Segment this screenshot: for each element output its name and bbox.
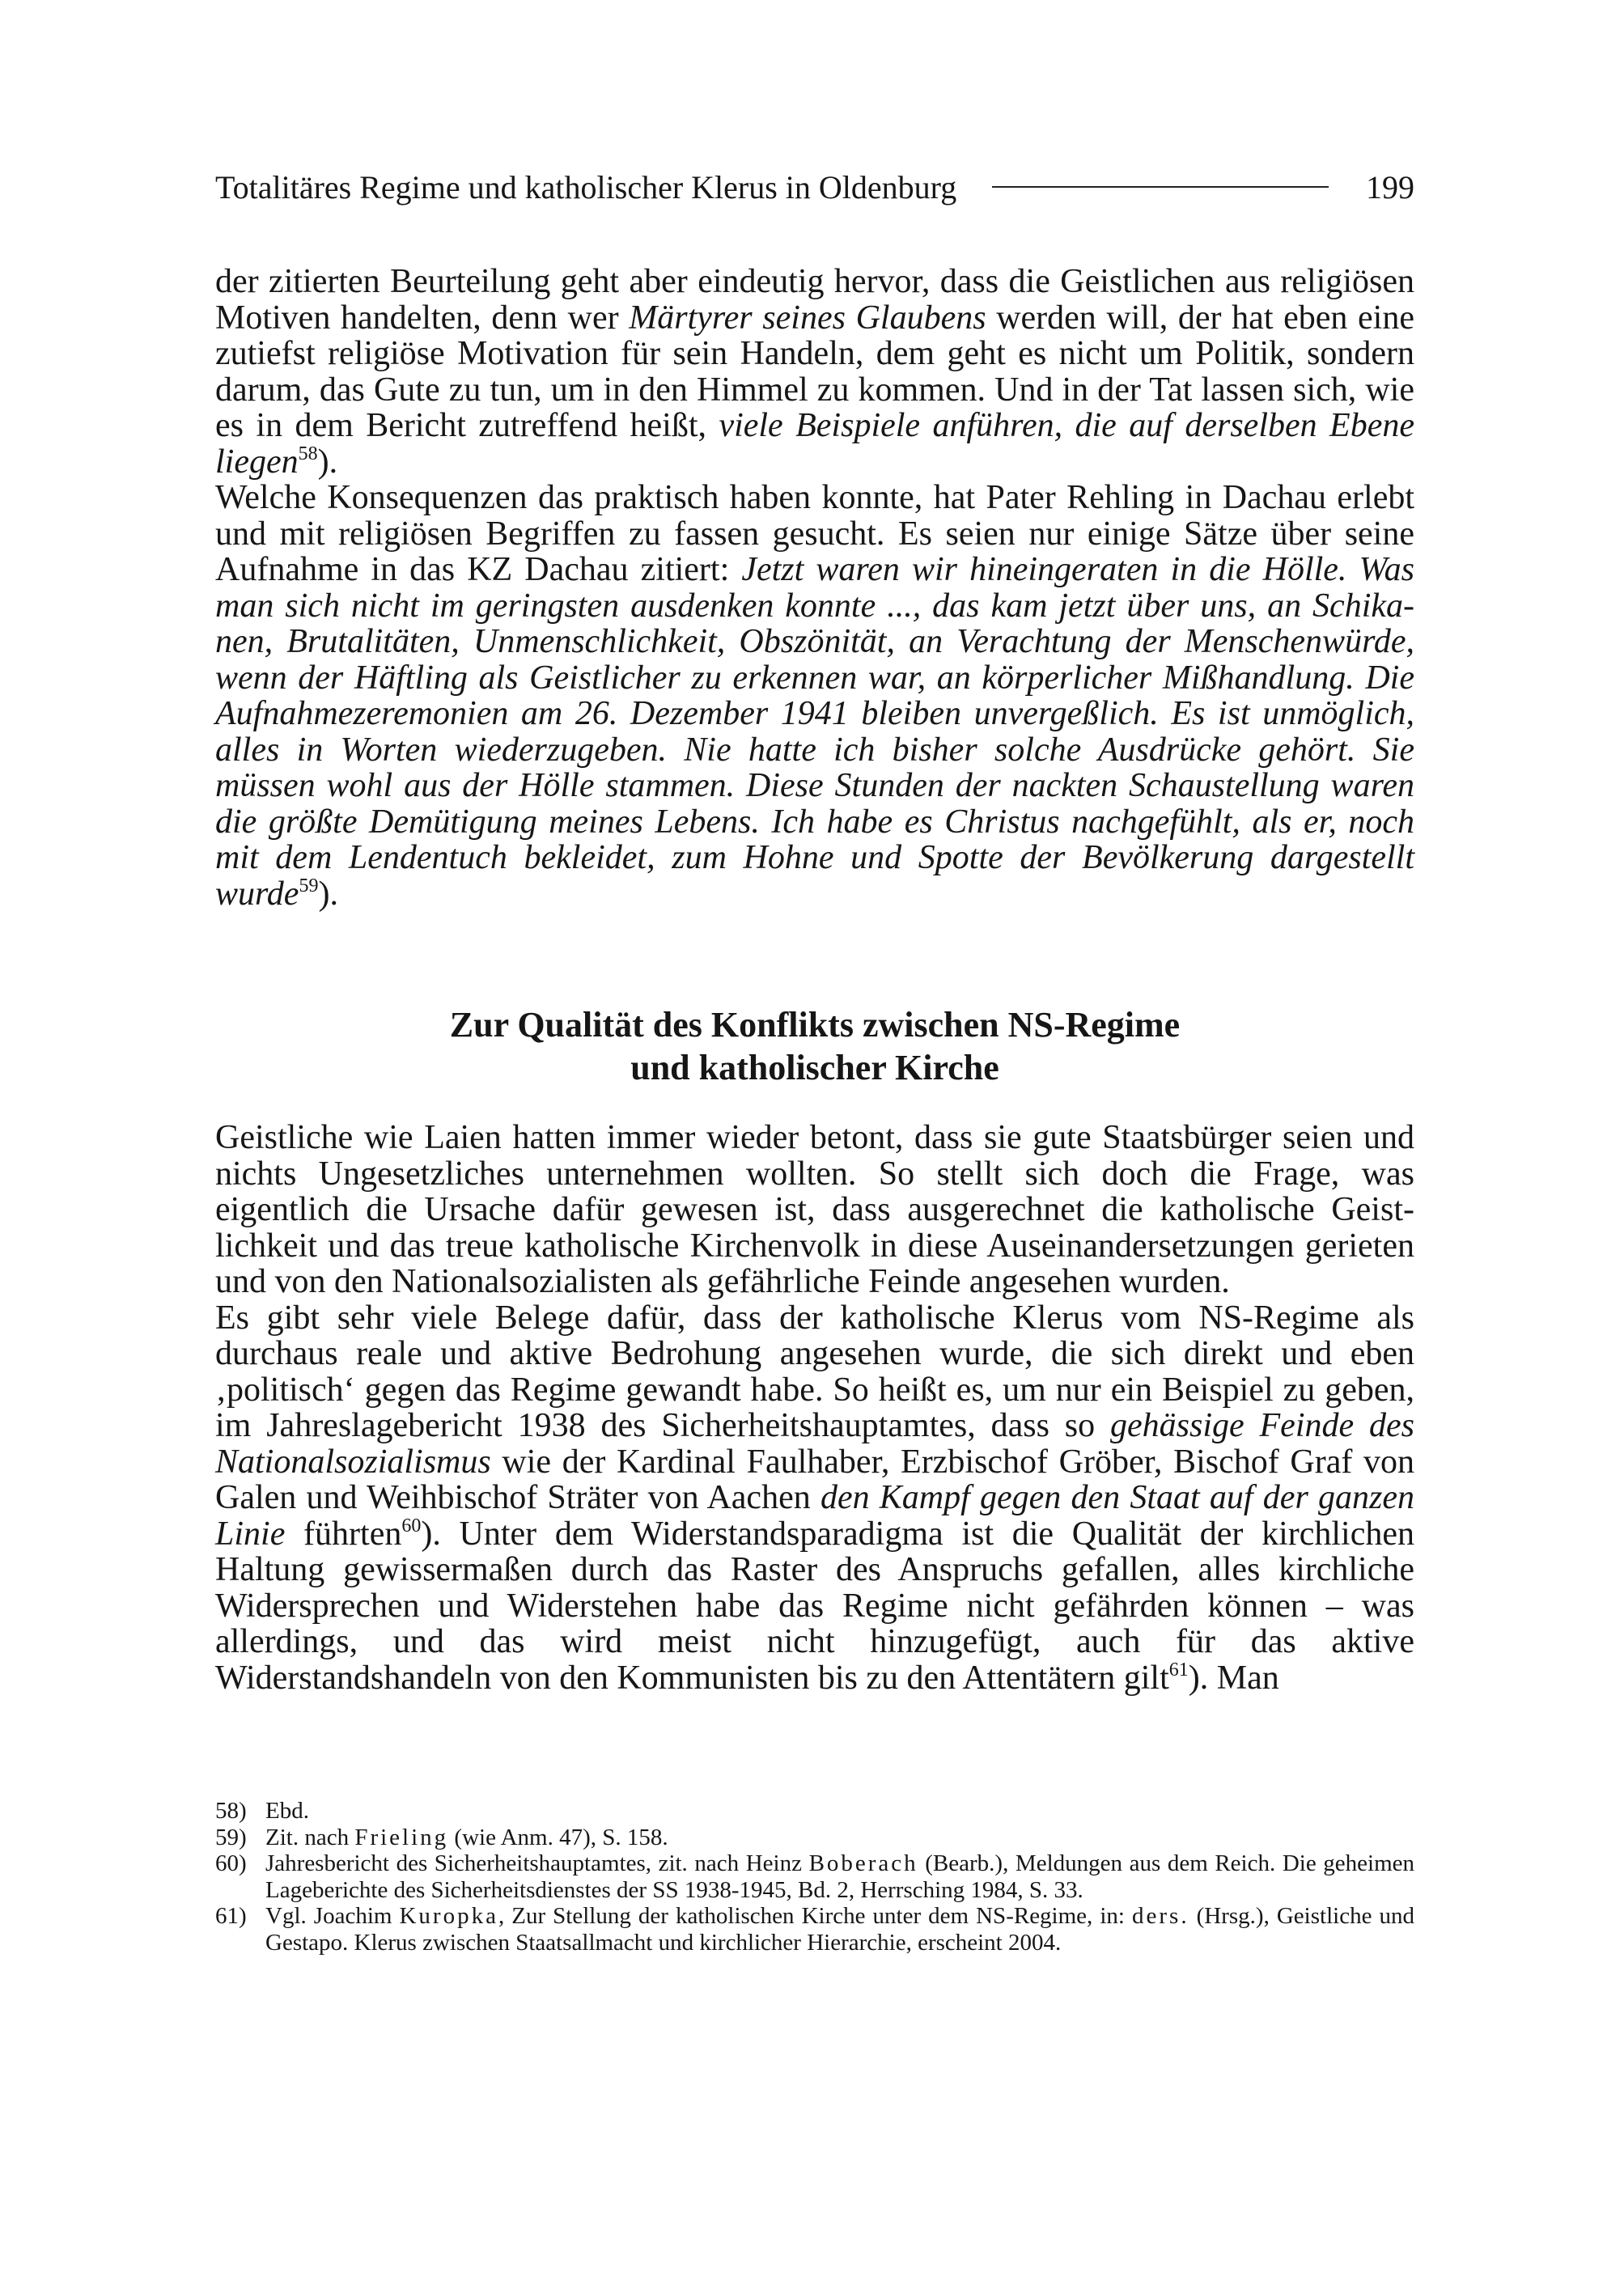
footnote-text [265,1850,1414,1903]
text-run: ). [318,875,338,913]
footnote-ref: 60 [401,1515,422,1536]
text-run: Vgl. Joachim [265,1903,400,1929]
text-run: werden will, der hat eben eine zutiefst religiöse Motivation für sein Handeln, dem geht es nicht um Politik, sondern darum, das Gute zu tun, um in den Himmel zu kommen. Und in der Tat lassen sich, wie es in dem Bericht zutreffend heißt, [215,299,1414,444]
text-run: (Bearb.), Meldungen aus dem Reich. Die geheimen Lageberichte des Sicherheitsdienstes der SS 1938-1945, Bd. 2, Herrsching 1984, S. 33. [265,1850,1414,1903]
author-name: ders. [1132,1903,1189,1929]
footnote-ref: 58 [298,443,318,464]
footnote-59 [215,1825,1414,1851]
italic-quote: gehässige Feinde des Nationalsozialismus [215,1407,1414,1481]
footnote-ref: 61 [1168,1659,1189,1681]
footnote-number: 59) [215,1824,247,1850]
footnote-number: 61) [215,1903,247,1929]
running-head [215,167,1414,207]
text-run: Jahresbericht des Sicherheitshauptamtes, zit. nach Heinz [265,1850,809,1876]
text-run: führten [285,1515,402,1553]
heading-line: und katholischer Kirche [630,1048,999,1087]
text-run: ). [317,443,338,481]
paragraph [215,1300,1414,1697]
paragraph [215,264,1414,480]
paragraph [215,1120,1414,1300]
footnote-58 [215,1798,1414,1825]
text-run: (Hrsg.), Geistliche und Gestapo. Klerus zwischen Staatsallmacht und kirchlicher Hierarchie, erscheint 2004. [265,1903,1414,1956]
text-run: Zit. nach [265,1824,355,1850]
text-run: Welche Konsequenzen das praktisch haben konnte, hat Pater Rehling in Dachau erlebt und mit religiösen Begriffen zu fassen gesucht. Es seien nur einige Sätze über seine Aufnahme in das KZ Dachau zitiert: [215,479,1414,588]
footnote-60 [215,1850,1414,1903]
author-name: Kuropka [399,1903,498,1929]
italic-quote: viele Beispiele anführen, die auf derselben Ebene liegen [215,407,1414,481]
footnote-number: 58) [215,1798,247,1824]
italic-quote: Märtyrer seines Glaubens [629,299,986,337]
footnote-text [265,1903,1414,1956]
text-run: ). Unter dem Widerstandsparadigma ist die Qualität der kirchlichen Haltung gewissermaßen durch das Raster des Anspruchs gefallen, alles kirchliche Widersprechen und Widerstehen habe das Regime nicht gefährden können – was allerdings, und das wird meist nicht hinzugefügt, auch für das aktive Widerstandshandeln von den Kommunisten bis zu den Attentätern gilt [215,1515,1414,1697]
footnote-text: Ebd. [265,1798,309,1824]
footnote-text [265,1825,1414,1851]
footnote-ref: 59 [299,875,319,896]
text-run: (wie Anm. 47), S. 158. [448,1824,668,1850]
running-title: Totalitäres Regime und katholischer Klerus in Oldenburg [215,168,957,206]
footnote-61 [215,1903,1414,1956]
text-run: Geistliche wie Laien hatten immer wieder betont, dass sie gute Staatsbürger seien und nichts Ungesetzliches unternehmen wollten. So stellt sich doch die Frage, was eigentlich die Ursache dafür gewesen ist, dass ausgerechnet die katholische Geistlichkeit und das treue katholische Kirchenvolk in diese Auseinandersetzungen gerieten und von den Nationalsozialisten als gefährliche Feinde angesehen wurden. [215,1119,1414,1300]
body-text-block-1 [215,264,1414,912]
body-text-block-2 [215,1120,1414,1696]
footnote-number: 60) [215,1850,247,1876]
text-run: Es gibt sehr viele Belege dafür, dass der katholische Klerus vom NS-Regime als durchaus reale und aktive Bedrohung angesehen wurde, die sich direkt und eben ‚politisch‘ gegen das Regime gewandt habe. So heißt es, um nur ein Beispiel zu geben, im Jahreslagebericht 1938 des Sicherheitshauptamtes, dass so [215,1299,1414,1444]
italic-quote: den Kampf gegen den Staat auf der ganzen Linie [215,1479,1414,1553]
text-run: wie der Kardinal Faulhaber, Erzbischof Gröber, Bischof Graf von Galen und Weihbischof Sträter von Aachen [215,1443,1414,1516]
paragraph [215,480,1414,912]
author-name: Frieling [354,1824,449,1850]
header-rule [992,186,1329,188]
text-run: der zitierten Beurteilung geht aber eindeutig hervor, dass die Geistlichen aus religiösen Motiven handelten, denn wer [215,263,1414,337]
italic-quote: Jetzt waren wir hineingeraten in die Hölle. Was man sich nicht im geringsten ausdenken konnte ..., das kam jetzt über uns, an Schikanen, Brutalitäten, Unmenschlichkeit, Obszönität, an Verachtung der Menschenwürde, wenn der Häftling als Geistlicher zu erkennen war, an körperlicher Mißhandlung. Die Aufnahmezeremonien am 26. Dezember 1941 bleiben unvergeßlich. Es ist unmöglich, alles in Worten wiederzugeben. Nie hatte ich bisher solche Ausdrücke gehört. Sie müssen wohl aus der Hölle stammen. Diese Stunden der nackten Schaustellung waren die größte Demütigung meines Lebens. Ich habe es Christus nachgefühlt, als er, noch mit dem Lendentuch bekleidet, zum Hohne und Spotte der Bevölkerung dargestellt wurde [215,551,1415,913]
text-run: , Zur Stellung der katholischen Kirche unter dem NS-Regime, in: [498,1903,1132,1929]
heading-line: Zur Qualität des Konflikts zwischen NS-Regime [449,1005,1181,1045]
page-number: 199 [1366,168,1414,206]
section-heading [215,1003,1414,1089]
text-run: ). Man [1188,1659,1279,1697]
author-name: Boberach [808,1850,918,1876]
footnotes [215,1798,1414,1956]
